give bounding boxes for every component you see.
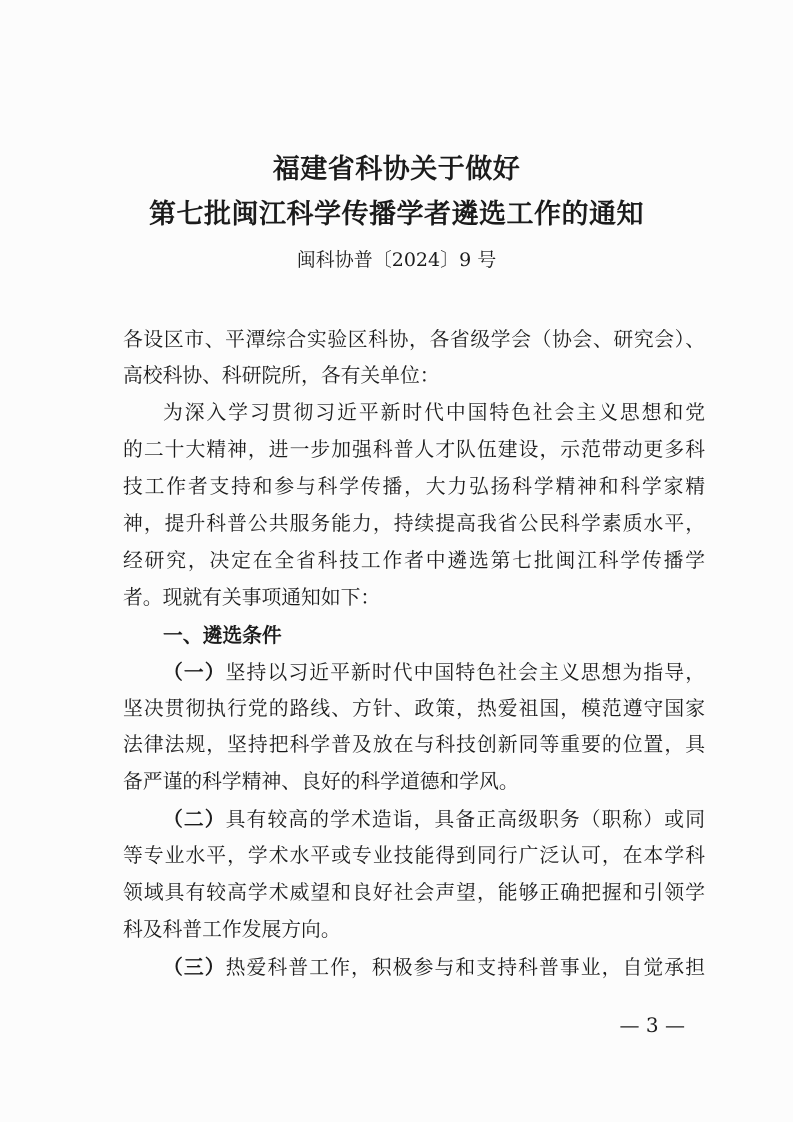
document-number: 闽科协普〔2024〕9 号 [296, 249, 497, 271]
item-label: （一） [163, 659, 226, 684]
body-line: 的二十大精神，进一步加强科普人才队伍建设，示范带动更多科 [123, 438, 705, 462]
item-label: （三） [163, 954, 226, 979]
body-line: 坚决贯彻执行党的路线、方针、政策，热爱祖国，模范遵守国家 [123, 696, 705, 720]
body-line: 等专业水平，学术水平或专业技能得到同行广泛认可，在本学科 [123, 844, 705, 868]
body-line: 法律法规，坚持把科学普及放在与科技创新同等重要的位置，具 [123, 733, 705, 757]
item-label: （二） [163, 807, 226, 832]
body-line: 者。现就有关事项通知如下： [123, 585, 381, 609]
body-line: 技工作者支持和参与科学传播，大力弘扬科学精神和科学家精 [123, 475, 705, 499]
item-text: 热爱科普工作，积极参与和支持科普事业，自觉承担 [225, 955, 705, 979]
body-line: 为深入学习贯彻习近平新时代中国特色社会主义思想和党 [163, 401, 705, 425]
title-line-2: 第七批闽江科学传播学者遴选工作的通知 [149, 199, 644, 230]
body-line: 科及科普工作发展方向。 [123, 917, 341, 941]
item-text: 具有较高的学术造诣，具备正高级职务（职称）或同 [225, 808, 705, 832]
item-first-line [163, 654, 705, 691]
item-first-line [163, 949, 705, 986]
item-first-line [163, 801, 705, 838]
title-line-1: 福建省科协关于做好 [272, 154, 521, 185]
addressee-line: 高校科协、科研院所，各有关单位： [123, 364, 440, 388]
body-line: 备严谨的科学精神、良好的科学道德和学风。 [123, 770, 519, 794]
section-heading: 一、遴选条件 [163, 622, 282, 647]
item-text: 坚持以习近平新时代中国特色社会主义思想为指导， [225, 660, 705, 684]
body-line: 领域具有较高学术威望和良好社会声望，能够正确把握和引领学 [123, 881, 705, 904]
page-number: — 3 — [619, 1013, 685, 1037]
body-line: 经研究，决定在全省科技工作者中遴选第七批闽江科学传播学 [123, 548, 705, 572]
body-line: 神，提升科普公共服务能力，持续提高我省公民科学素质水平， [123, 512, 705, 535]
addressee-line: 各设区市、平潭综合实验区科协，各省级学会（协会、研究会）、 [123, 327, 705, 351]
